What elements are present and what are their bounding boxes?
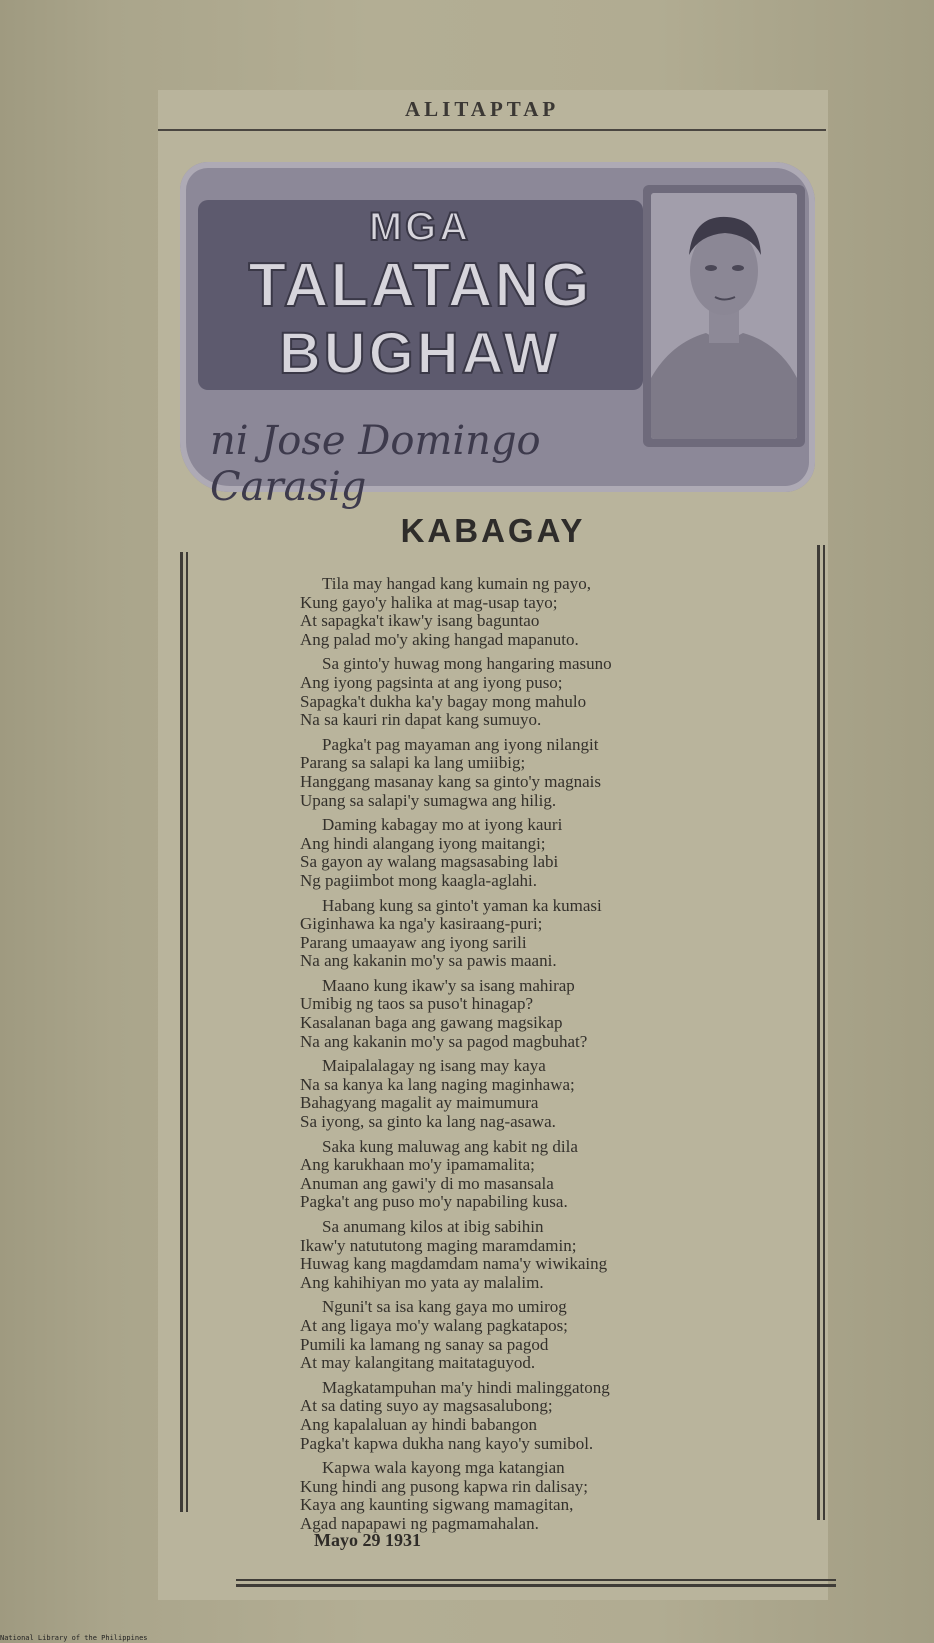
verse-line: Nguni't sa isa kang gaya mo umirog xyxy=(322,1297,567,1317)
poem-body xyxy=(300,575,770,1540)
stanza xyxy=(300,1138,770,1212)
verse-line: Pagka't ang puso mo'y napabiling kusa. xyxy=(300,1192,568,1212)
stanza xyxy=(300,897,770,971)
verse-line: Maipalalagay ng isang may kaya xyxy=(322,1056,546,1076)
stanza xyxy=(300,1057,770,1131)
verse-line: Sa anumang kilos at ibig sabihin xyxy=(322,1217,544,1236)
verse-line: Na sa kauri rin dapat kang sumuyo. xyxy=(300,710,542,730)
verse-line: Pagka't kapwa dukha nang kayo'y sumibol. xyxy=(300,1433,594,1453)
verse-line: Agad napapawi ng pagmamahalan. xyxy=(300,1513,539,1533)
verse-line: Na sa kanya ka lang naging maginhawa; xyxy=(300,1074,575,1094)
verse-line: Daming kabagay mo at iyong kauri xyxy=(322,815,563,835)
verse-line: Maano kung ikaw'y sa isang mahirap xyxy=(322,975,575,995)
poem-date: Mayo 29 1931 xyxy=(314,1530,421,1550)
verse-line: Kapwa wala kayong mga katangian xyxy=(322,1458,565,1478)
top-rule xyxy=(158,129,826,131)
verse-line: Sa iyong, sa ginto ka lang nag-asawa. xyxy=(300,1112,556,1132)
verse-line: At ang ligaya mo'y walang pagkatapos; xyxy=(300,1315,568,1335)
verse-line: Hanggang masanay kang sa ginto'y magnais xyxy=(300,771,601,791)
author-byline: ni Jose Domingo Carasig xyxy=(210,418,541,510)
verse-line: Pagka't pag mayaman ang iyong nilangit xyxy=(322,734,599,754)
stanza xyxy=(300,655,770,729)
stanza xyxy=(300,1379,770,1453)
stanza xyxy=(300,977,770,1051)
verse-line: Ang hindi alangang iyong maitangi; xyxy=(300,833,546,853)
verse-line: Saka kung maluwag ang kabit ng dila xyxy=(322,1136,578,1156)
verse-line: Umibig ng taos sa puso't hinagap? xyxy=(300,994,534,1014)
verse-line: Ikaw'y natututong maging maramdamin; xyxy=(300,1235,577,1255)
verse-line: Upang sa salapi'y sumagwa ang hilig. xyxy=(300,790,557,810)
verse-line: Bahagyang magalit ay maimumura xyxy=(300,1093,539,1113)
verse-line: Giginhawa ka nga'y kasiraang-puri; xyxy=(300,914,543,934)
archive-footer: National Library of the Philippines xyxy=(0,1634,148,1642)
banner-line-3: BUGHAW xyxy=(278,321,562,386)
verse-line: Anuman ang gawi'y di mo masansala xyxy=(300,1173,554,1193)
right-border-inner xyxy=(823,545,825,1520)
bottom-rule xyxy=(236,1579,836,1581)
banner-line-2: TALATANG xyxy=(248,251,592,320)
verse-line: Pumili ka lamang ng sanay sa pagod xyxy=(300,1334,549,1354)
stanza xyxy=(300,1298,770,1372)
verse-line: Sapagka't dukha ka'y bagay mong mahulo xyxy=(300,691,587,711)
left-border xyxy=(180,552,183,1512)
verse-line: Parang sa salapi ka lang umiibig; xyxy=(300,753,526,773)
verse-line: Kaya ang kaunting sigwang mamagitan, xyxy=(300,1495,574,1515)
verse-line: Habang kung sa ginto't yaman ka kumasi xyxy=(322,895,602,915)
author-portrait xyxy=(651,193,797,439)
verse-line: Sa gayon ay walang magsasabing labi xyxy=(300,852,559,872)
verse-line: Kasalanan baga ang gawang magsikap xyxy=(300,1013,563,1033)
verse-line: At sa dating suyo ay magsasalubong; xyxy=(300,1396,553,1416)
stanza xyxy=(300,736,770,810)
stanza xyxy=(300,1459,770,1533)
verse-line: Ang karukhaan mo'y ipamamalita; xyxy=(300,1155,535,1175)
verse-line: Ang palad mo'y aking hangad mapanuto. xyxy=(300,629,579,649)
verse-line: Na ang kakanin mo'y sa pawis maani. xyxy=(300,951,557,971)
verse-line: Ang kahihiyan mo yata ay malalim. xyxy=(300,1272,544,1292)
verse-line: Parang umaayaw ang iyong sarili xyxy=(300,932,527,952)
verse-line: Ng pagiimbot mong kaagla-aglahi. xyxy=(300,870,537,890)
poem-title: KABAGAY xyxy=(400,512,586,549)
verse-line: Sa ginto'y huwag mong hangaring masuno xyxy=(322,654,612,674)
verse-line: Kung hindi ang pusong kapwa rin dalisay; xyxy=(300,1476,589,1496)
verse-line: Na ang kakanin mo'y sa pagod magbuhat? xyxy=(300,1031,588,1051)
verse-line: At sapagka't ikaw'y isang baguntao xyxy=(300,611,540,631)
verse-line: At may kalangitang maitataguyod. xyxy=(300,1353,536,1373)
verse-line: Ang kapalaluan ay hindi babangon xyxy=(300,1414,537,1434)
stanza xyxy=(300,1218,770,1292)
verse-line: Tila may hangad kang kumain ng payo, xyxy=(322,574,591,593)
bottom-rule-thick xyxy=(236,1584,836,1587)
verse-line: Kung gayo'y halika at mag-usap tayo; xyxy=(300,592,558,612)
banner-line-1: MGA xyxy=(368,205,472,249)
verse-line: Magkatampuhan ma'y hindi malinggatong xyxy=(322,1377,610,1397)
right-border xyxy=(817,545,820,1520)
left-border-inner xyxy=(186,552,188,1512)
stanza xyxy=(300,575,770,649)
verse-line: Ang iyong pagsinta at ang iyong puso; xyxy=(300,672,563,692)
stanza xyxy=(300,816,770,890)
verse-line: Huwag kang magdamdam nama'y wiwikaing xyxy=(300,1254,608,1274)
masthead: ALITAPTAP xyxy=(405,97,560,121)
